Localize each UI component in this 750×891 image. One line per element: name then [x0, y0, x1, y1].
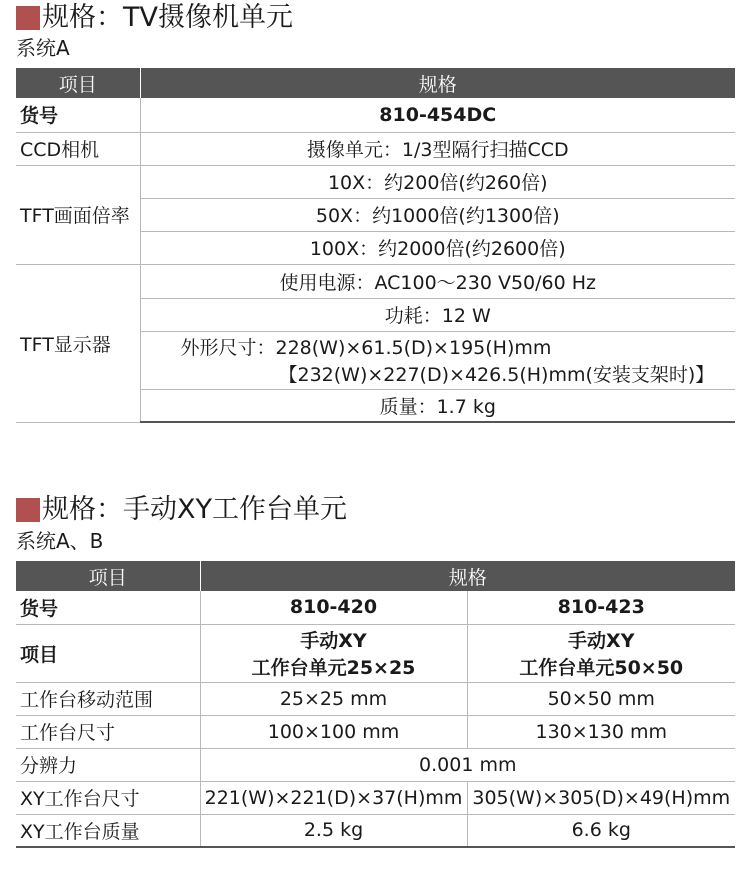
item-name-b: [467, 624, 735, 682]
table-row-xy-size: [16, 781, 735, 814]
table-row-item: [16, 624, 735, 682]
cell-value: 摄像单元：1/3型隔行扫描CCD: [140, 132, 735, 165]
header-item: 项目: [16, 561, 200, 591]
row-label: 货号: [16, 591, 200, 624]
row-label: TFT画面倍率: [16, 165, 140, 264]
cell-value: 功耗：12 W: [140, 298, 735, 331]
table-row-tft-display: [16, 264, 735, 298]
cell-value-a: 221(W)×221(D)×37(H)mm: [200, 781, 467, 814]
item-line: 工作台单元25×25: [251, 657, 416, 679]
cell-value: 50X：约1000倍(约1300倍): [140, 198, 735, 231]
cell-value: 质量：1.7 kg: [140, 389, 735, 422]
cell-value-a: 2.5 kg: [200, 814, 467, 847]
header-spec: 规格: [140, 68, 735, 98]
section-title-text: 规格：TV摄像机单元: [42, 2, 293, 33]
cell-value-b: 130×130 mm: [467, 715, 735, 748]
table-row-xy-mass: [16, 814, 735, 847]
cell-value: 0.001 mm: [200, 748, 735, 781]
row-label: TFT显示器: [16, 264, 140, 422]
row-label: 项目: [16, 624, 200, 682]
title-square-icon: [16, 498, 40, 522]
item-name-a: [200, 624, 467, 682]
cell-value: 100X：约2000倍(约2600倍): [140, 231, 735, 264]
table-row-resolution: [16, 748, 735, 781]
part-number: 810-454DC: [140, 98, 735, 132]
table-row-part-no: [16, 591, 735, 624]
xy-stage-spec-table: [16, 561, 735, 848]
camera-spec-table: [16, 68, 735, 423]
table-row-stage-size: [16, 715, 735, 748]
part-number-a: 810-420: [200, 591, 467, 624]
item-line: 工作台单元50×50: [519, 657, 684, 679]
row-label: 分辨力: [16, 748, 200, 781]
cell-value-b: 50×50 mm: [467, 682, 735, 715]
row-label: 工作台尺寸: [16, 715, 200, 748]
row-label: XY工作台尺寸: [16, 781, 200, 814]
table-row-part-no: [16, 98, 735, 132]
header-spec: 规格: [200, 561, 735, 591]
cell-value-b: 305(W)×305(D)×49(H)mm: [467, 781, 735, 814]
cell-value-dimensions: [140, 331, 735, 389]
section-title-xy-stage: [16, 494, 347, 526]
cell-value-a: 100×100 mm: [200, 715, 467, 748]
item-line: 手动XY: [300, 630, 367, 652]
item-line: 手动XY: [568, 630, 635, 652]
table-row-ccd: [16, 132, 735, 165]
table-header-row: [16, 68, 735, 98]
cell-value: 10X：约200倍(约260倍): [140, 165, 735, 198]
title-square-icon: [16, 6, 40, 30]
row-label: XY工作台质量: [16, 814, 200, 847]
part-number-b: 810-423: [467, 591, 735, 624]
system-label: 系统A: [16, 36, 70, 60]
section-title-camera: [16, 2, 293, 34]
dimensions-line: 外形尺寸：228(W)×61.5(D)×195(H)mm: [180, 337, 552, 359]
table-row-tft-mag: [16, 165, 735, 198]
header-item: 项目: [16, 68, 140, 98]
table-row-travel: [16, 682, 735, 715]
cell-value-a: 25×25 mm: [200, 682, 467, 715]
cell-value-b: 6.6 kg: [467, 814, 735, 847]
row-label: 货号: [16, 98, 140, 132]
cell-value: 使用电源：AC100～230 V50/60 Hz: [140, 264, 735, 298]
table-header-row: [16, 561, 735, 591]
system-label: 系统A、B: [16, 529, 104, 553]
row-label: 工作台移动范围: [16, 682, 200, 715]
dimensions-line: 【232(W)×227(D)×426.5(H)mm(安装支架时)】: [278, 364, 715, 386]
section-title-text: 规格：手动XY工作台单元: [42, 494, 347, 525]
row-label: CCD相机: [16, 132, 140, 165]
